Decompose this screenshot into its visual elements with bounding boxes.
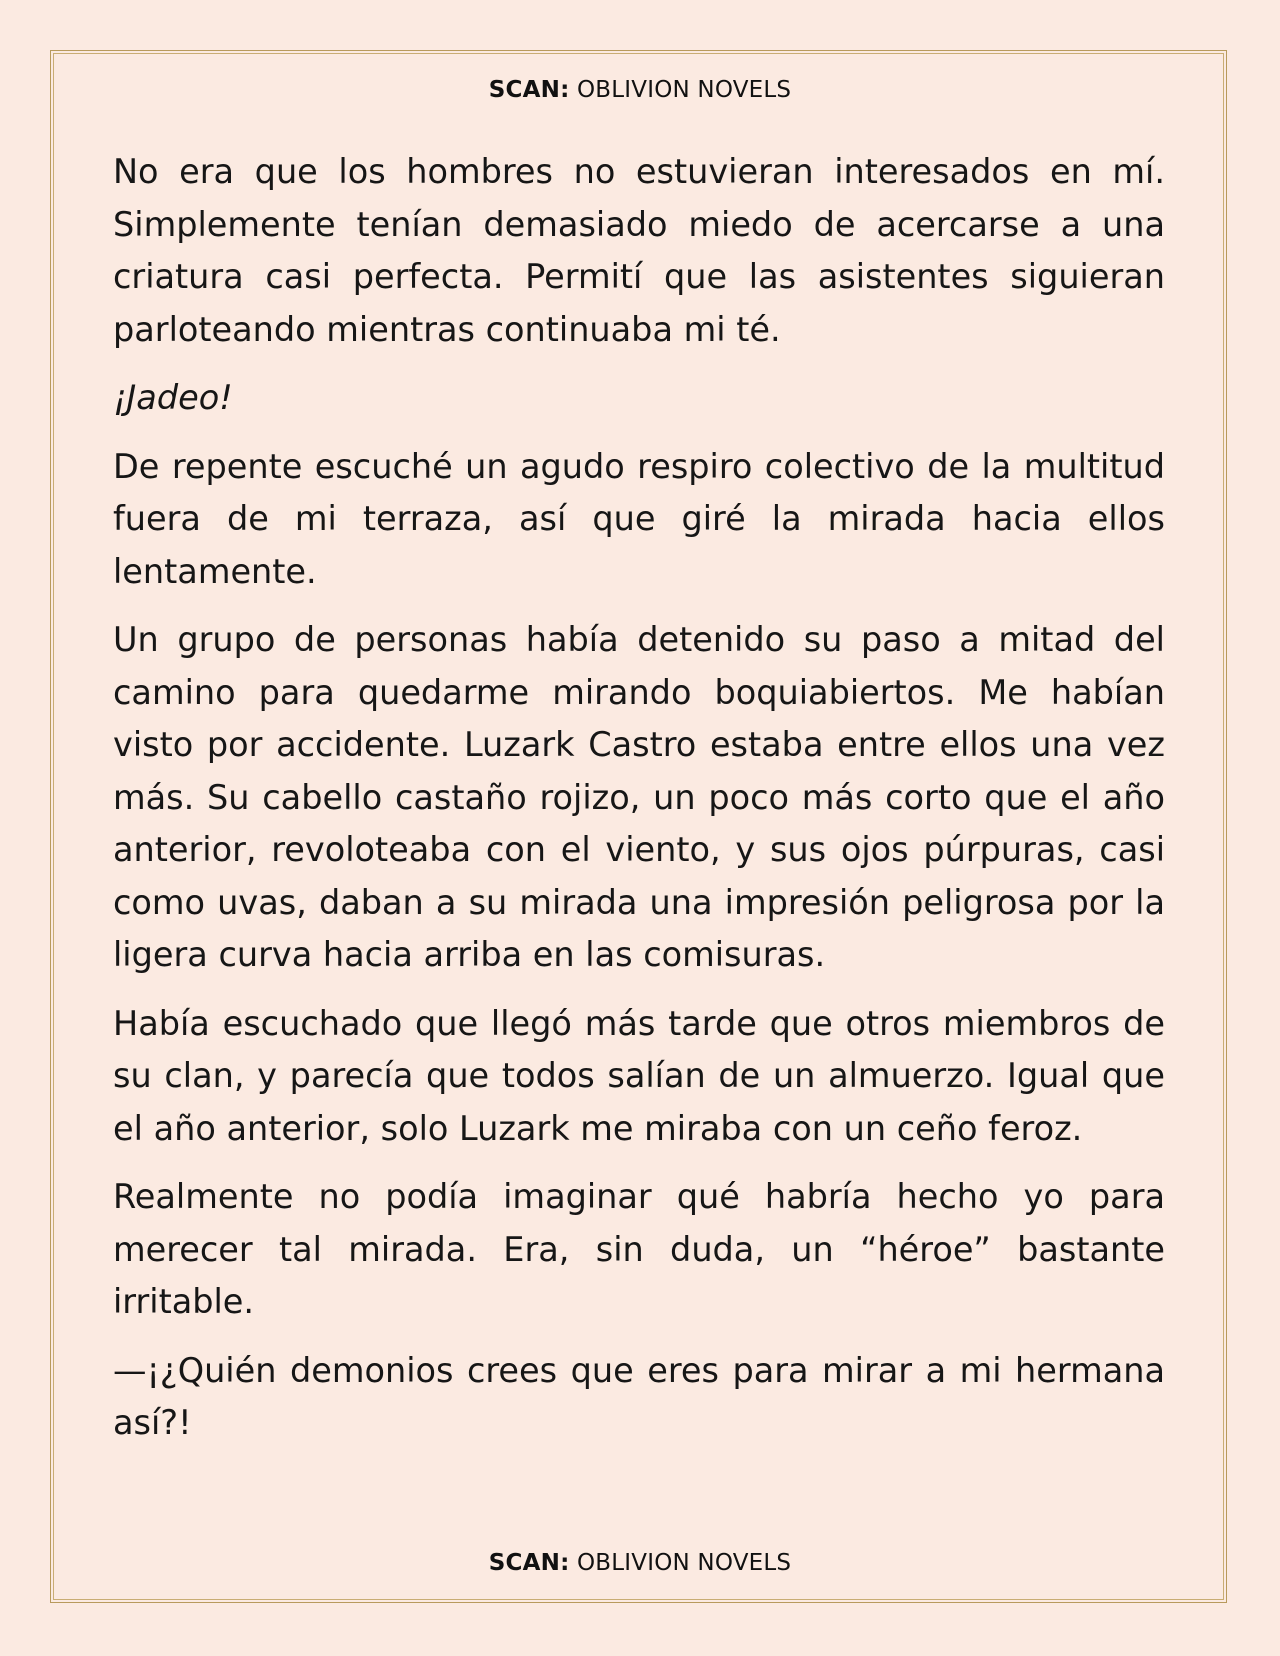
header-source: OBLIVION NOVELS bbox=[577, 77, 792, 103]
paragraph: Un grupo de personas había detenido su paso a mitad del camino para quedarme mirando boquiabiertos. Me habían visto por accidente. Luzark Castro estaba entre ellos una vez más. Su cabello castaño rojizo, un poco más corto que el año anterior, revoloteaba con el viento, y sus ojos púrpuras, casi como uvas, daban a su mirada una impresión peligrosa por la ligera curva hacia arriba en las comisuras. bbox=[113, 620, 1165, 974]
page-header bbox=[0, 77, 1280, 103]
paragraph: De repente escuché un agudo respiro colectivo de la multitud fuera de mi terraza, así que giré la mirada hacia ellos lentamente. bbox=[113, 446, 1165, 591]
footer-scan-label: SCAN: bbox=[488, 1550, 570, 1576]
page-footer bbox=[0, 1550, 1280, 1576]
paragraph-dialogue: —¡¿Quién demonios crees que eres para mirar a mi hermana así?! bbox=[113, 1350, 1165, 1442]
footer-source: OBLIVION NOVELS bbox=[577, 1550, 792, 1576]
paragraph: No era que los hombres no estuvieran interesados en mí. Simplemente tenían demasiado miedo de acercarse a una criatura casi perfecta. Permití que las asistentes siguieran parloteando mientras continuaba mi té. bbox=[113, 152, 1165, 349]
paragraph-exclamation: ¡Jadeo! bbox=[113, 378, 233, 417]
paragraph: Había escuchado que llegó más tarde que otros miembros de su clan, y parecía que todos salían de un almuerzo. Igual que el año anterior, solo Luzark me miraba con un ceño feroz. bbox=[113, 1003, 1165, 1148]
page-text bbox=[113, 146, 1165, 1466]
paragraph: Realmente no podía imaginar qué habría hecho yo para merecer tal mirada. Era, sin duda, un “héroe” bastante irritable. bbox=[113, 1177, 1165, 1321]
header-scan-label: SCAN: bbox=[488, 77, 570, 103]
